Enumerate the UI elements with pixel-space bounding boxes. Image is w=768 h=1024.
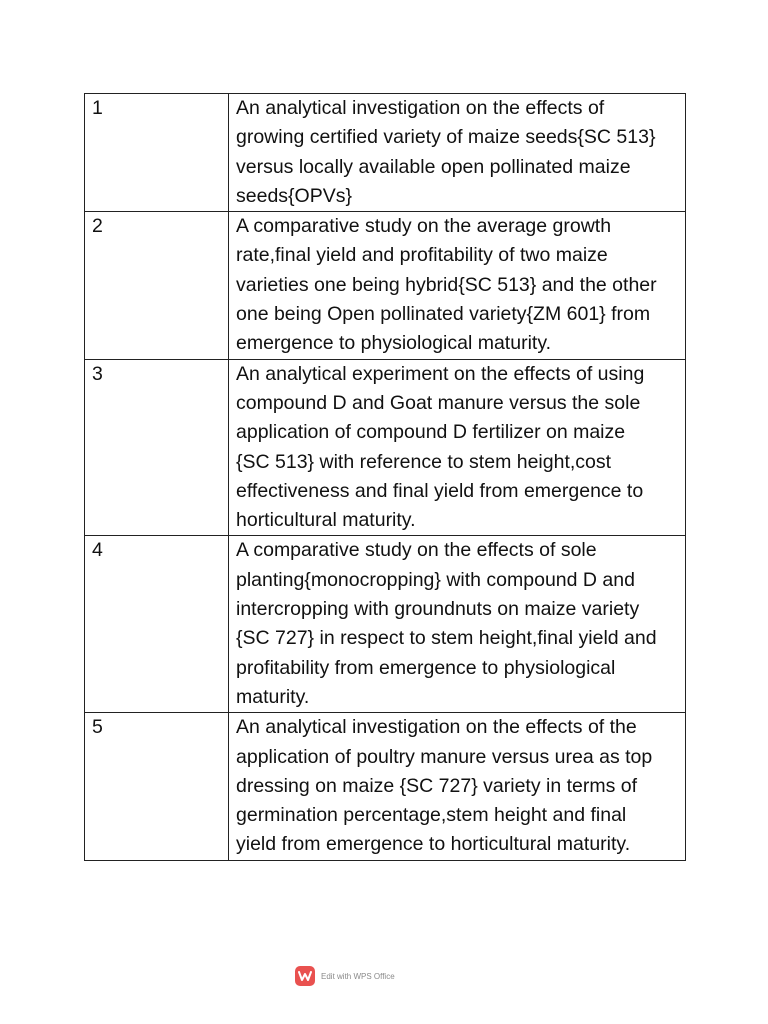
topic-description (229, 536, 686, 713)
row-number: 5 (85, 713, 229, 860)
table-row (85, 212, 686, 359)
topic-line: A comparative study on the average growth (236, 215, 612, 238)
topic-line: application of compound D fertilizer on maize (236, 421, 626, 444)
topic-description (229, 94, 686, 212)
topic-line: germination percentage,stem height and final (236, 804, 627, 827)
topic-line: A comparative study on the effects of sole (236, 539, 597, 562)
topic-description (229, 359, 686, 536)
topic-line: profitability from emergence to physiological (236, 656, 616, 679)
row-number: 4 (85, 536, 229, 713)
topic-line: yield from emergence to horticultural maturity. (236, 833, 631, 856)
topic-line: An analytical experiment on the effects of using (236, 362, 645, 385)
topic-line: versus locally available open pollinated maize (236, 155, 631, 178)
table-row (85, 536, 686, 713)
topic-description (229, 212, 686, 359)
topic-line: An analytical investigation on the effects of the (236, 716, 637, 739)
topic-line: seeds{OPVs} (236, 184, 352, 207)
topic-line: compound D and Goat manure versus the sole (236, 391, 641, 414)
topic-line: dressing on maize {SC 727} variety in terms of (236, 774, 638, 797)
topic-line: effectiveness and final yield from emergence to (236, 479, 644, 502)
table-row (85, 94, 686, 212)
research-topics-table (84, 93, 686, 861)
footer-text: Edit with WPS Office (321, 971, 395, 981)
row-number: 1 (85, 94, 229, 212)
topic-line: rate,final yield and profitability of two maize (236, 244, 608, 267)
table-body (85, 94, 686, 861)
row-number: 2 (85, 212, 229, 359)
wps-office-logo-icon (295, 966, 315, 986)
topic-line: emergence to physiological maturity. (236, 332, 552, 355)
row-number: 3 (85, 359, 229, 536)
topic-line: planting{monocropping} with compound D and (236, 568, 635, 591)
topic-line: maturity. (236, 685, 310, 708)
topic-line: one being Open pollinated variety{ZM 601} from (236, 303, 651, 326)
wps-w-glyph-icon (298, 970, 312, 982)
wps-footer[interactable] (295, 966, 395, 986)
topic-line: {SC 727} in respect to stem height,final yield and (236, 627, 657, 650)
topic-line: {SC 513} with reference to stem height,cost (236, 450, 612, 473)
topic-line: varieties one being hybrid{SC 513} and the other (236, 273, 657, 296)
topic-line: application of poultry manure versus urea as top (236, 745, 653, 768)
table-row (85, 359, 686, 536)
topic-line: intercropping with groundnuts on maize variety (236, 598, 640, 621)
topic-description (229, 713, 686, 860)
topic-line: An analytical investigation on the effects of (236, 97, 605, 119)
topic-line: growing certified variety of maize seeds{SC 513} (236, 126, 656, 149)
table-row (85, 713, 686, 860)
topic-line: horticultural maturity. (236, 509, 416, 532)
